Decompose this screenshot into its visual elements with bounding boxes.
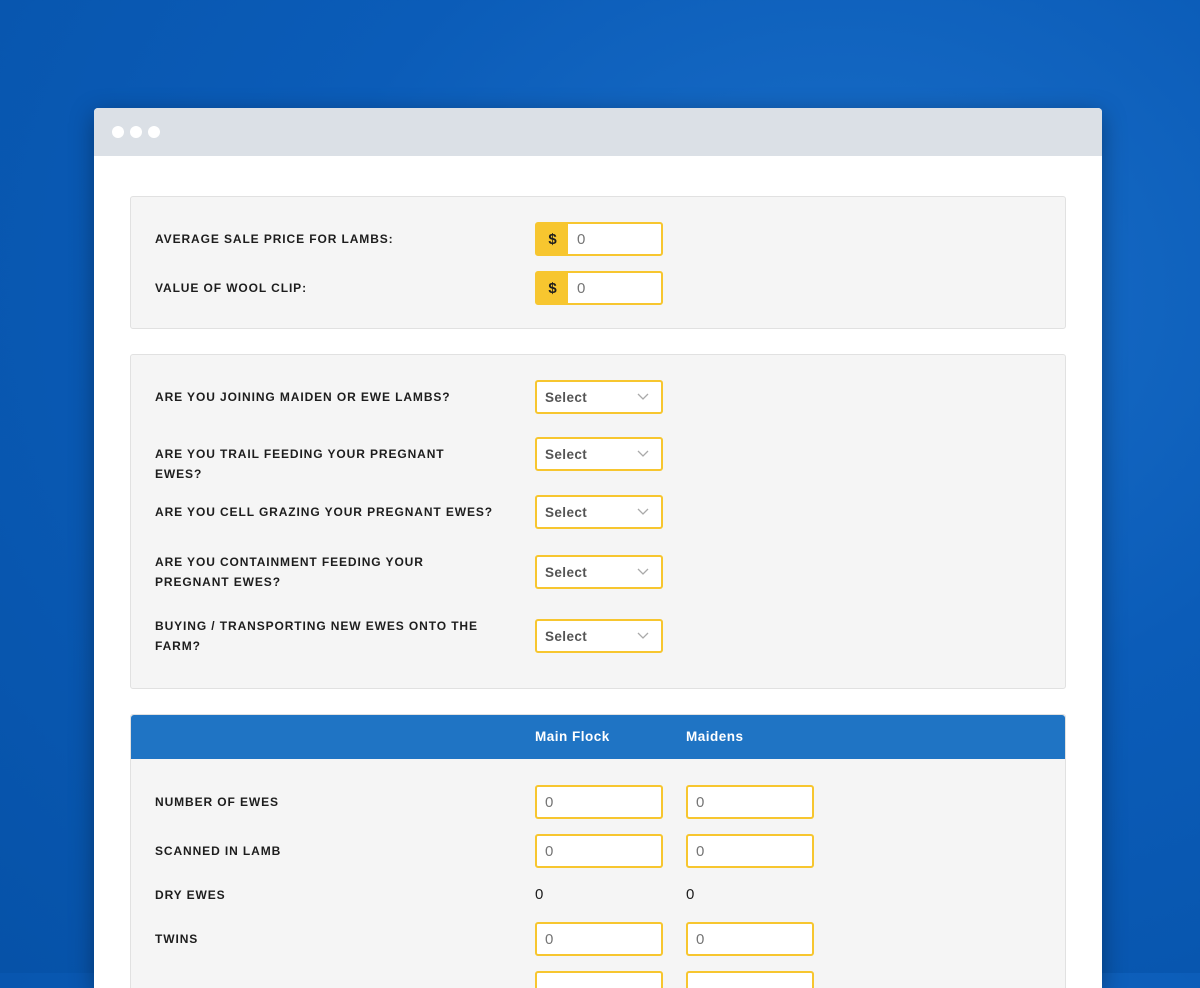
pricing-panel (130, 196, 1066, 329)
joining-maiden-select[interactable] (535, 380, 663, 414)
main-flock-twins-input[interactable] (537, 931, 625, 948)
maidens-next-field[interactable] (686, 971, 814, 988)
table-row (155, 885, 1041, 909)
wool-clip-input[interactable] (568, 273, 657, 303)
question-label: ARE YOU CONTAINMENT FEEDING YOUR PREGNANT EWES? (155, 555, 424, 589)
dollar-prefix: $ (537, 273, 568, 303)
trail-feeding-select[interactable] (535, 437, 663, 471)
chevron-down-icon (637, 393, 649, 401)
row-label: TWINS (155, 932, 199, 946)
main-flock-scanned-input[interactable] (537, 843, 625, 860)
maidens-twins-field[interactable] (686, 922, 814, 956)
avg-sale-price-label: AVERAGE SALE PRICE FOR LAMBS: (155, 232, 394, 246)
chevron-down-icon (637, 568, 649, 576)
chevron-down-icon (637, 450, 649, 458)
window-close-dot[interactable] (112, 126, 124, 138)
avg-sale-price-input[interactable] (568, 224, 657, 254)
main-flock-number-ewes-input[interactable] (537, 794, 625, 811)
wool-clip-row (155, 271, 1041, 305)
chevron-down-icon (637, 508, 649, 516)
maidens-dry-ewes-value: 0 (686, 886, 695, 903)
main-flock-scanned-field[interactable] (535, 834, 663, 868)
maidens-number-ewes-input[interactable] (688, 794, 776, 811)
table-row (155, 785, 1041, 819)
question-label: BUYING / TRANSPORTING NEW EWES ONTO THE FARM? (155, 619, 478, 653)
avg-sale-price-field[interactable] (535, 222, 663, 256)
table-header (131, 715, 1065, 759)
row-label: NUMBER OF EWES (155, 795, 279, 809)
maidens-number-ewes-field[interactable] (686, 785, 814, 819)
row-label: DRY EWES (155, 888, 226, 902)
main-flock-next-field[interactable] (535, 971, 663, 988)
maidens-twins-input[interactable] (688, 931, 776, 948)
select-value: Select (545, 564, 588, 580)
select-value: Select (545, 628, 588, 644)
chevron-down-icon (637, 632, 649, 640)
window-titlebar (94, 108, 1102, 156)
question-row (155, 380, 1041, 414)
avg-sale-price-row (155, 222, 1041, 256)
containment-feeding-select[interactable] (535, 555, 663, 589)
question-row (155, 619, 1041, 653)
questions-panel (130, 354, 1066, 689)
buying-transporting-select[interactable] (535, 619, 663, 653)
question-label: ARE YOU CELL GRAZING YOUR PREGNANT EWES? (155, 505, 494, 519)
table-row (155, 922, 1041, 956)
table-row (155, 834, 1041, 868)
maidens-scanned-field[interactable] (686, 834, 814, 868)
select-value: Select (545, 504, 588, 520)
select-value: Select (545, 389, 588, 405)
column-header-main-flock: Main Flock (535, 729, 610, 744)
main-flock-twins-field[interactable] (535, 922, 663, 956)
main-flock-number-ewes-field[interactable] (535, 785, 663, 819)
window-maximize-dot[interactable] (148, 126, 160, 138)
dollar-prefix: $ (537, 224, 568, 254)
browser-window (94, 108, 1102, 988)
question-label: ARE YOU JOINING MAIDEN OR EWE LAMBS? (155, 390, 451, 404)
row-label: SCANNED IN LAMB (155, 844, 282, 858)
column-header-maidens: Maidens (686, 729, 744, 744)
flock-table-panel (130, 714, 1066, 988)
table-row-partial (155, 971, 1041, 988)
maidens-scanned-input[interactable] (688, 843, 776, 860)
select-value: Select (545, 446, 588, 462)
question-row (155, 437, 1041, 481)
wool-clip-field[interactable] (535, 271, 663, 305)
question-row (155, 555, 1041, 589)
question-label: ARE YOU TRAIL FEEDING YOUR PREGNANT EWES? (155, 447, 445, 481)
cell-grazing-select[interactable] (535, 495, 663, 529)
question-row (155, 495, 1041, 529)
wool-clip-label: VALUE OF WOOL CLIP: (155, 281, 307, 295)
main-flock-dry-ewes-value: 0 (535, 886, 544, 903)
window-minimize-dot[interactable] (130, 126, 142, 138)
